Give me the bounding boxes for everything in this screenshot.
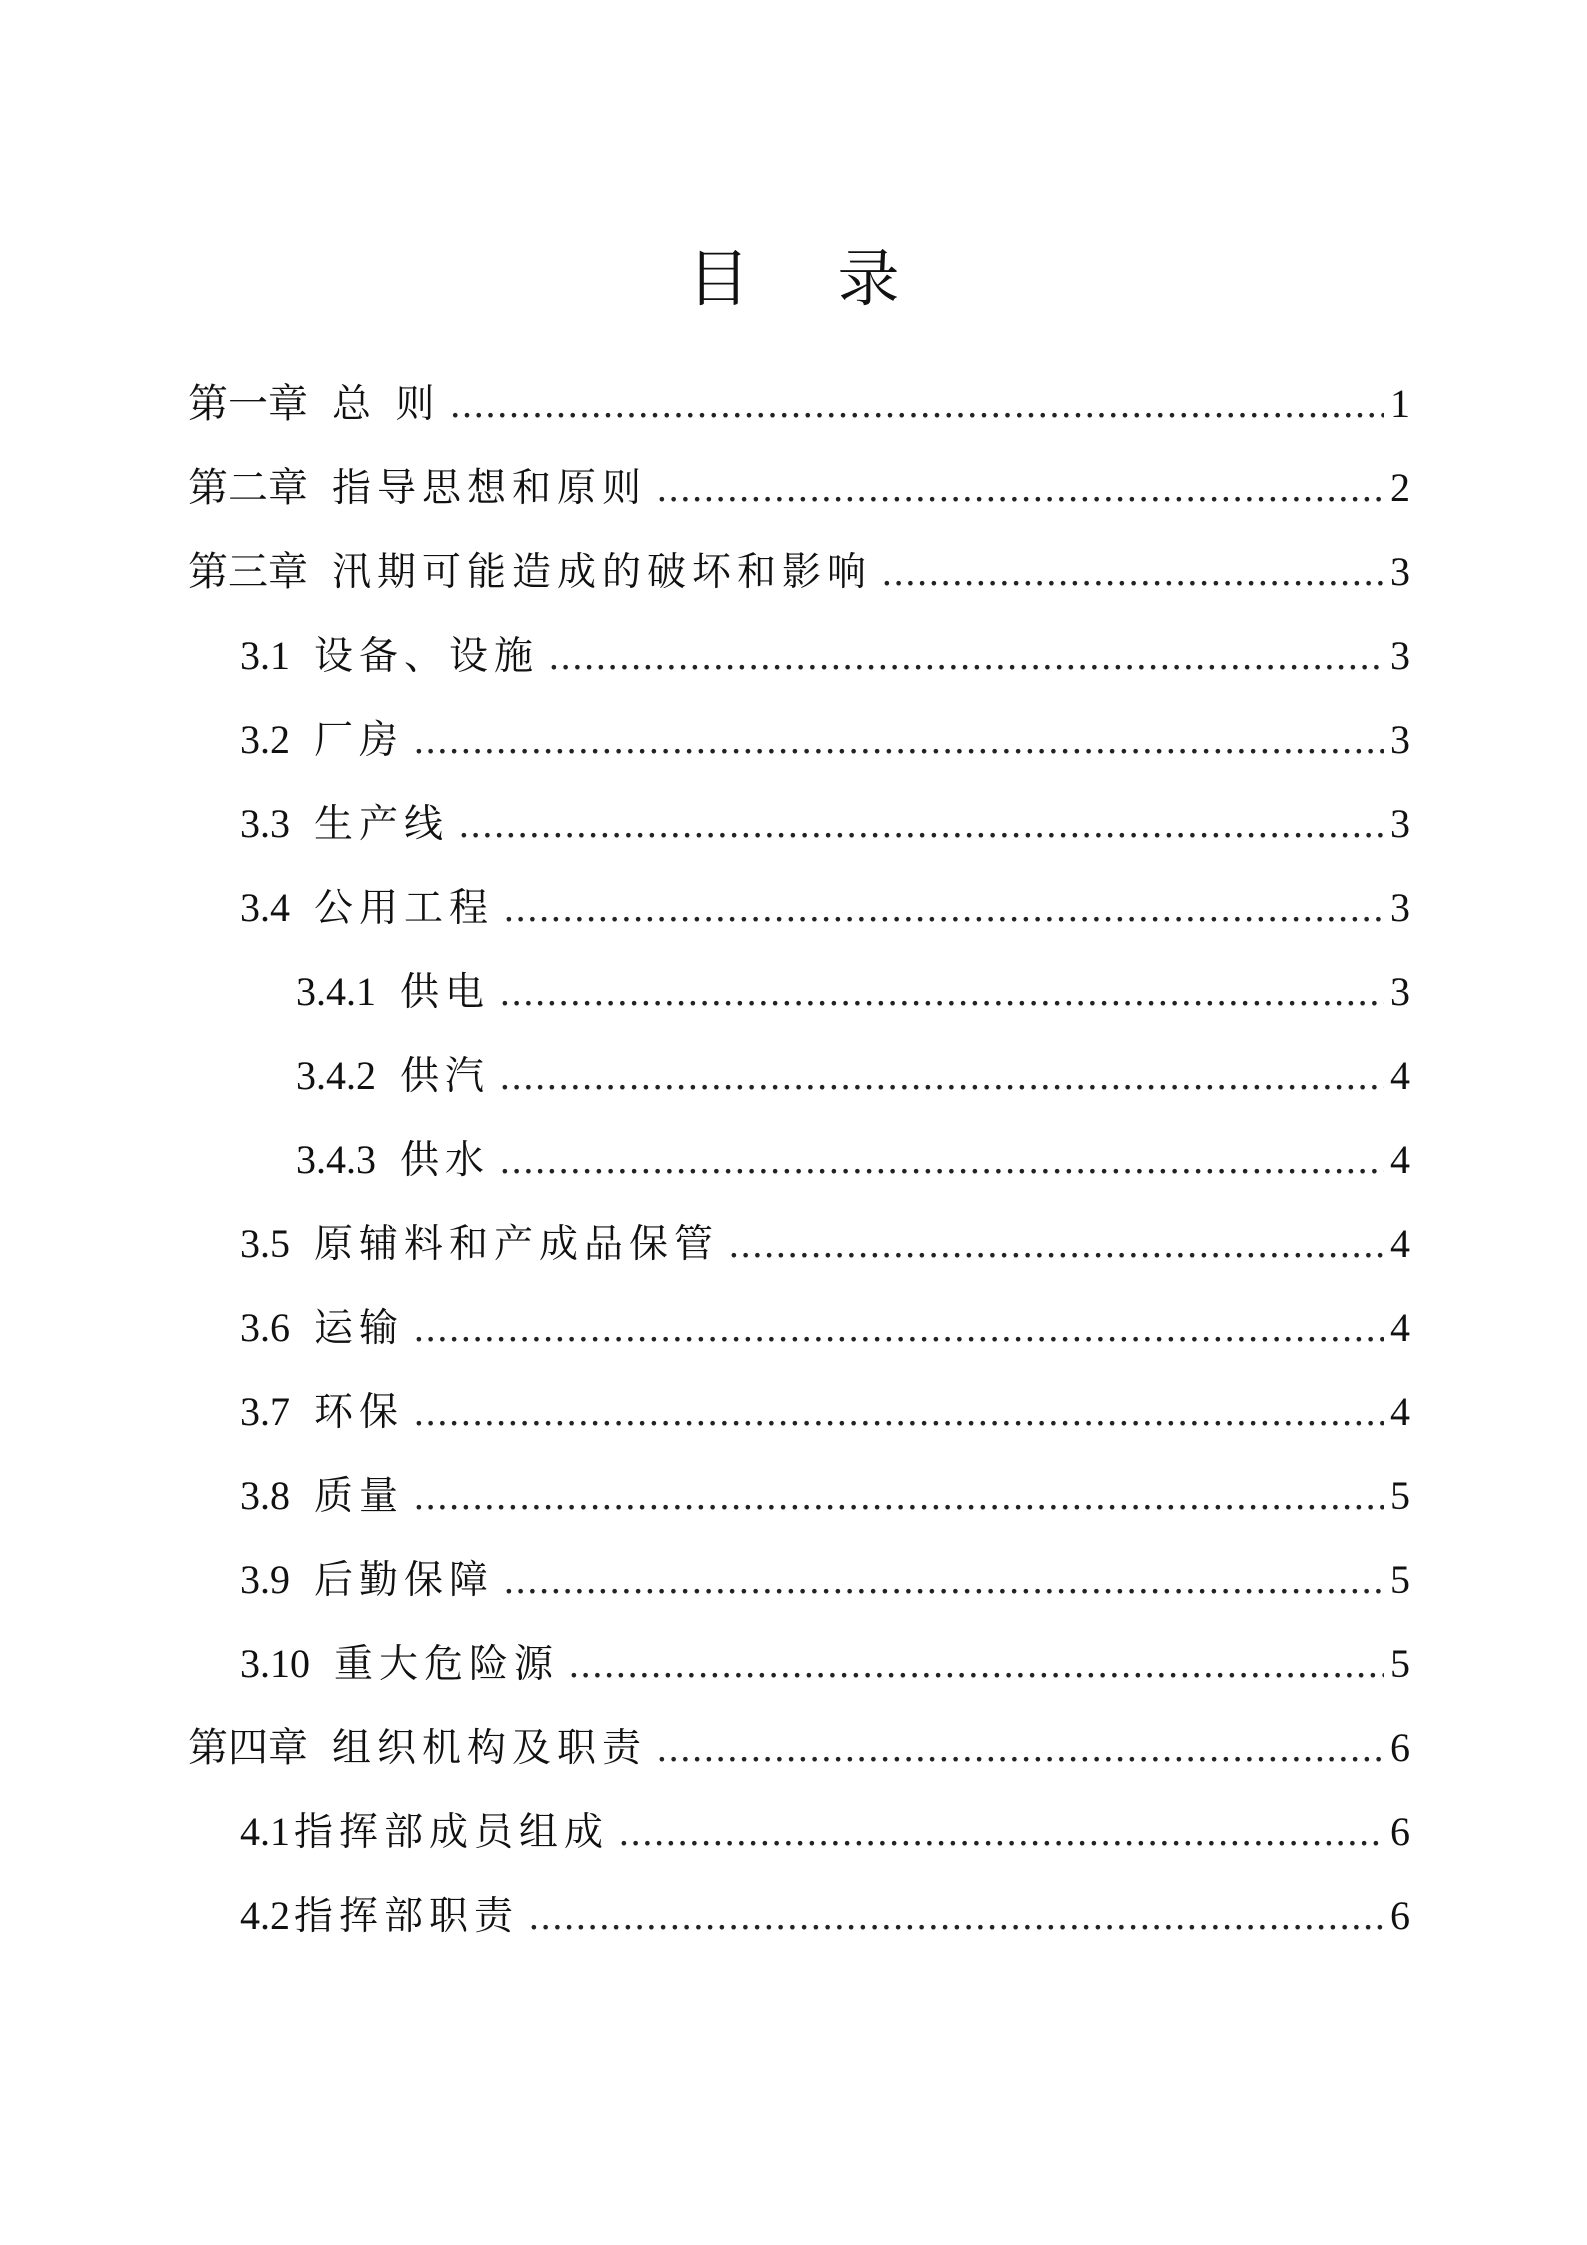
toc-entry-number: 3.5: [240, 1221, 290, 1266]
toc-leader-dots: [450, 363, 1384, 447]
toc-entry-number: 3.4.1: [296, 969, 376, 1014]
toc-entry[interactable]: [188, 362, 1410, 446]
toc-entry[interactable]: [240, 866, 1410, 950]
toc-entry-number: 3.9: [240, 1557, 290, 1602]
toc-leader-dots: [619, 1791, 1384, 1875]
toc-entry-number: 第三章: [188, 549, 308, 594]
toc-entry[interactable]: [240, 1538, 1410, 1622]
toc-leader-dots: [414, 699, 1384, 783]
toc-entry-page: 5: [1390, 1641, 1410, 1686]
toc-entry-number: 3.6: [240, 1305, 290, 1350]
toc-entry-page: 4: [1390, 1389, 1410, 1434]
toc-entry-title: 环保: [314, 1390, 405, 1435]
toc-entry-page: 3: [1390, 801, 1410, 846]
toc-leader-dots: [500, 1119, 1384, 1203]
toc-leader-dots: [504, 1539, 1384, 1623]
toc-entry-number: 3.4: [240, 885, 290, 930]
page-title-char: 录: [837, 242, 988, 315]
toc-entry-title: 设备、设施: [314, 634, 540, 679]
toc-entry-title: 质量: [314, 1474, 405, 1519]
toc-leader-dots: [500, 951, 1384, 1035]
toc-entry-page: 6: [1390, 1725, 1410, 1770]
toc-entry-title: 组织机构及职责: [332, 1726, 648, 1771]
toc-entry[interactable]: [240, 1874, 1410, 1958]
toc-entry-title: 重大危险源: [334, 1642, 560, 1687]
toc-entry-title: 厂房: [314, 718, 405, 763]
page-title: [0, 242, 1587, 315]
toc-entry-title: 供水: [400, 1138, 491, 1183]
toc-entry-title: 指挥部职责: [294, 1894, 520, 1939]
toc-leader-dots: [504, 867, 1384, 951]
toc-entry-title: 原辅料和产成品保管: [314, 1222, 720, 1267]
toc-entry[interactable]: [188, 446, 1410, 530]
toc-entry[interactable]: [188, 1706, 1410, 1790]
toc-entry-page: 1: [1390, 381, 1410, 426]
toc-entry[interactable]: [240, 782, 1410, 866]
toc-entry-number: 3.4.2: [296, 1053, 376, 1098]
toc-entry-number: 3.4.3: [296, 1137, 376, 1182]
toc-entry-page: 5: [1390, 1473, 1410, 1518]
toc-entry-page: 6: [1390, 1893, 1410, 1938]
toc-entry-page: 3: [1390, 549, 1410, 594]
toc-entry[interactable]: [240, 1454, 1410, 1538]
toc-entry[interactable]: [296, 1118, 1410, 1202]
toc-entry[interactable]: [240, 1622, 1410, 1706]
toc-entry[interactable]: [240, 698, 1410, 782]
toc-entry-number: 第一章: [188, 381, 308, 426]
toc-entry-title: 供电: [400, 970, 491, 1015]
toc-entry-title: 汛期可能造成的破坏和影响: [332, 550, 873, 595]
toc-entry[interactable]: [188, 530, 1410, 614]
toc-entry-number: 3.7: [240, 1389, 290, 1434]
toc-leader-dots: [569, 1623, 1384, 1707]
toc-entry[interactable]: [240, 614, 1410, 698]
page-title-char: 目: [687, 242, 838, 315]
toc-leader-dots: [549, 615, 1384, 699]
toc-entry-number: 3.1: [240, 633, 290, 678]
toc-entry-number: 第二章: [188, 465, 308, 510]
toc-leader-dots: [882, 531, 1384, 615]
toc-entry-title: 供汽: [400, 1054, 491, 1099]
toc-entry-number: 4.2: [240, 1893, 290, 1938]
toc-entry-page: 4: [1390, 1053, 1410, 1098]
toc-entry-title: 生产线: [314, 802, 450, 847]
toc-entry-number: 3.2: [240, 717, 290, 762]
toc-entry-page: 2: [1390, 465, 1410, 510]
toc-entry-page: 5: [1390, 1557, 1410, 1602]
toc-entry-title: 指挥部成员组成: [294, 1810, 610, 1855]
toc-entry[interactable]: [296, 950, 1410, 1034]
toc-entry-number: 第四章: [188, 1725, 308, 1770]
toc-entry-page: 4: [1390, 1221, 1410, 1266]
toc-entry-page: 3: [1390, 885, 1410, 930]
toc-leader-dots: [657, 1707, 1384, 1791]
toc-leader-dots: [414, 1371, 1384, 1455]
toc-leader-dots: [529, 1875, 1384, 1959]
toc-leader-dots: [459, 783, 1384, 867]
toc-leader-dots: [729, 1203, 1384, 1287]
toc-entry-page: 3: [1390, 633, 1410, 678]
toc-entry-number: 4.1: [240, 1809, 290, 1854]
toc-entry-title: 运输: [314, 1306, 405, 1351]
toc-leader-dots: [500, 1035, 1384, 1119]
toc-leader-dots: [657, 447, 1384, 531]
toc-entry[interactable]: [240, 1286, 1410, 1370]
toc-entry-number: 3.3: [240, 801, 290, 846]
toc-entry[interactable]: [296, 1034, 1410, 1118]
toc-entry-page: 4: [1390, 1137, 1410, 1182]
toc-leader-dots: [414, 1455, 1384, 1539]
toc-leader-dots: [414, 1287, 1384, 1371]
toc-entry[interactable]: [240, 1790, 1410, 1874]
toc-entry-title: 指导思想和原则: [332, 466, 648, 511]
toc-entry-number: 3.8: [240, 1473, 290, 1518]
toc-entry-title: 公用工程: [314, 886, 495, 931]
toc-entry-page: 3: [1390, 717, 1410, 762]
toc-entry[interactable]: [240, 1370, 1410, 1454]
toc-entry-page: 4: [1390, 1305, 1410, 1350]
toc-entry-number: 3.10: [240, 1641, 310, 1686]
toc-entry-page: 6: [1390, 1809, 1410, 1854]
toc-entry-page: 3: [1390, 969, 1410, 1014]
toc-entry[interactable]: [240, 1202, 1410, 1286]
toc-entry-title: 总 则: [332, 382, 441, 427]
toc-entry-title: 后勤保障: [314, 1558, 495, 1603]
